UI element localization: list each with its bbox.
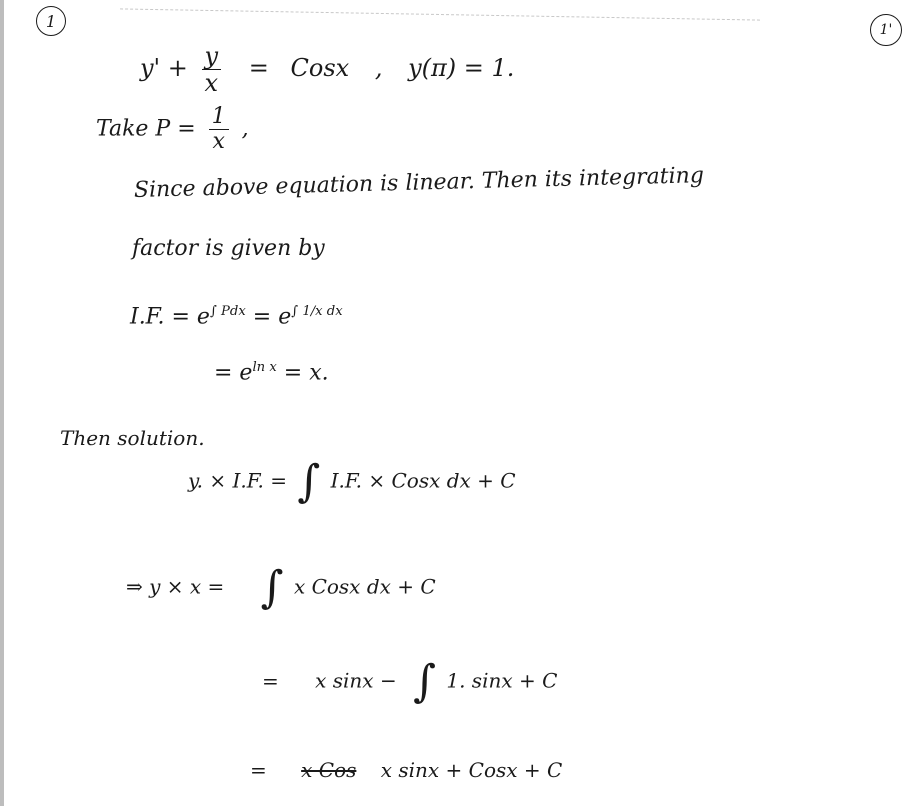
integral-sign-1: ∫ [297,456,321,507]
sol-rhs: I.F. × Cosx dx + C [330,468,516,493]
top-rule [120,8,760,21]
if-mid: = e [245,304,292,330]
step-line-2 [126,562,436,613]
equation-line-1 [140,44,514,95]
step2-lhs: ⇒ y × x = [126,574,225,599]
integral-sign-3: ∫ [413,656,436,707]
step-line-3 [262,656,558,707]
eq1-frac-den: x [204,69,219,97]
if2-exp: ln x [252,360,277,375]
step3-b: 1. sinx + C [446,668,558,693]
eq1-condition: y(π) = 1. [408,54,515,82]
eq1-fraction [202,44,222,95]
eq1-lhs: y' + [140,54,188,82]
eq1-equals: = [248,54,269,82]
if-line-2 [214,360,329,385]
take-frac-den: x [212,129,225,154]
struck-out-text: x Cos [301,758,357,782]
sol-lhs: y. × I.F. = [188,468,287,493]
eq1-rhs: Cosx [290,54,350,82]
page-marker-left: 1 [36,6,66,36]
take-tail: , [241,116,249,142]
then-solution: Then solution. [60,426,205,450]
take-p-line [96,106,249,153]
if-line [130,304,343,329]
text-line-2: factor is given by [132,236,325,261]
eq1-frac-num: y [202,44,222,70]
page-edge [0,0,4,806]
page-marker-right: 1' [870,14,902,46]
take-frac-num: 1 [209,106,229,130]
integral-sign-2: ∫ [260,562,284,613]
eq1-sep: , [374,54,383,82]
if2-rhs: = x. [276,360,329,386]
if-exp-1: ∫ Pdx [209,304,246,319]
take-fraction [209,106,229,153]
step3-lhs: = [262,668,279,693]
take-label: Take P = [96,116,196,142]
step3-a: x sinx − [315,668,397,693]
if-exp-2: ∫ 1/x dx [291,304,343,319]
text-line-1: Since above equation is linear. Then its integrating [133,163,705,203]
step4-rhs: x sinx + Cosx + C [380,758,563,782]
if2-lhs: = e [214,360,253,386]
step-line-4 [250,758,562,782]
if-lhs: I.F. = e [130,304,210,330]
step4-lhs: = [250,758,267,782]
step2-rhs: x Cosx dx + C [293,574,436,599]
solution-line [188,456,516,507]
